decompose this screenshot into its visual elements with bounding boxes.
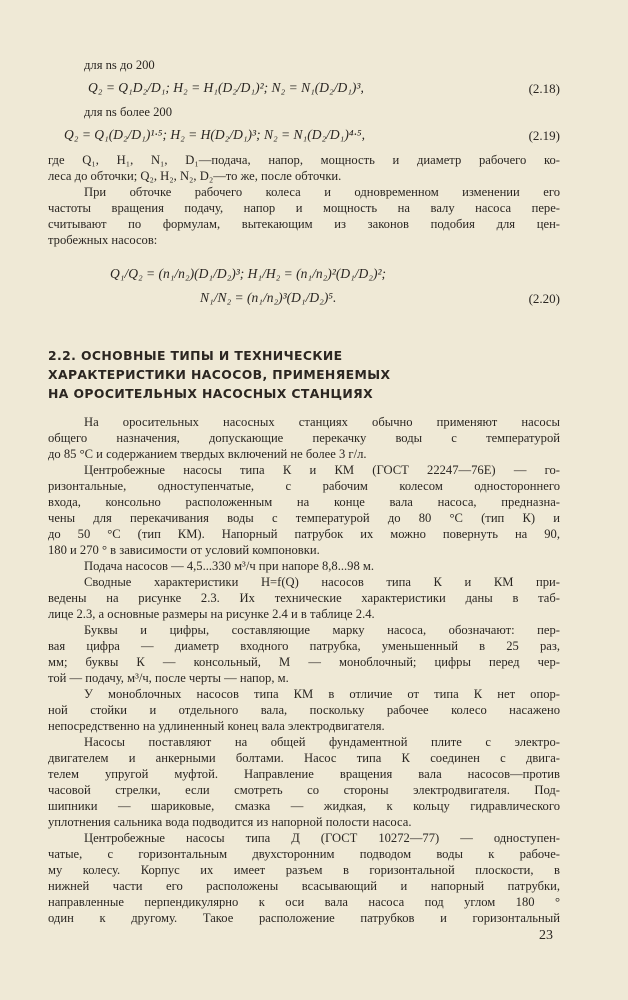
text-line: Насосы поставляют на общей фундаментной плите с электро- — [84, 735, 560, 749]
text-line: где Q₁, H₁, N₁, D₁—подача, напор, мощность и диаметр рабочего ко- — [48, 153, 560, 167]
section-heading: НА ОРОСИТЕЛЬНЫХ НАСОСНЫХ СТАНЦИЯХ — [48, 386, 374, 401]
equation-2-20-line-2: N₁/N₂ = (n₁/n₂)³(D₁/D₂)⁵. — [200, 290, 337, 305]
text-line: входа, консольно расположенным на конце вала насоса, предназна- — [48, 495, 560, 509]
text-line: У моноблочных насосов типа КМ в отличие от типа К нет опор- — [84, 687, 560, 701]
text-line: Центробежные насосы типа Д (ГОСТ 10272—77) — одноступен- — [84, 831, 560, 845]
text-line: чатые, с горизонтальным двухсторонним подводом воды к рабоче- — [48, 847, 560, 861]
text-line: нижней части его расположены всасывающий и напорный патрубки, — [48, 879, 560, 893]
text-line: 180 и 270 ° в зависимости от условий компоновки. — [48, 543, 320, 557]
text-line: ведены на рисунке 2.3. Их технические характеристики даны в таб- — [48, 591, 560, 605]
text-line: частоты вращения подачу, напор и мощность на валу насоса пере- — [48, 201, 560, 215]
text-line: тробежных насосов: — [48, 233, 158, 247]
equation-number-2-20: (2.20) — [528, 291, 560, 306]
text-line: до 85 °С и содержанием твердых включений не более 3 г/л. — [48, 447, 367, 461]
text-line: чены для перекачивания воды с температурой до 80 °С (тип К) и — [48, 511, 560, 525]
condition-ns-up-to-200: для ns до 200 — [84, 58, 155, 72]
equation-2-19: Q₂ = Q₁(D₂/D₁)¹·⁵; H₂ = H(D₂/D₁)³; N₂ = N₁(D₂/D₁)⁴·⁵, — [64, 127, 365, 142]
text-line: Центробежные насосы типа К и КМ (ГОСТ 22247—76Е) — го- — [84, 463, 560, 477]
text-line: лице 2.3, а основные размеры на рисунке 2.4 и в таблице 2.4. — [48, 607, 375, 621]
text-line: уплотнения сальника вода подводится из напорной полости насоса. — [48, 815, 412, 829]
condition-ns-over-200: для ns более 200 — [84, 105, 173, 119]
text-line: непосредственно на удлиненный конец вала электродвигателя. — [48, 719, 385, 733]
text-line: направленные перпендикулярно к оси вала насоса под углом 180 ° — [48, 895, 560, 909]
text-line: При обточке рабочего колеса и одновременном изменении его — [84, 185, 560, 199]
text-line: Сводные характеристики H=f(Q) насосов типа К и КМ при- — [84, 575, 560, 589]
page-number: 23 — [539, 928, 553, 943]
text-line: шипники — шариковые, смазка — жидкая, к кольцу гидравлического — [48, 799, 560, 813]
equation-number-2-18: (2.18) — [528, 81, 560, 96]
section-heading: ХАРАКТЕРИСТИКИ НАСОСОВ, ПРИМЕНЯЕМЫХ — [48, 367, 391, 382]
text-line: до 50 °С (тип КМ). Напорный патрубок их можно повернуть на 90, — [48, 527, 560, 541]
text-line: ризонтальные, одноступенчатые, с рабочим колесом одностороннего — [48, 479, 560, 493]
text-line: Подача насосов — 4,5...330 м³/ч при напоре 8,8...98 м. — [84, 559, 375, 573]
text-line: Буквы и цифры, составляющие марку насоса, обозначают: пер- — [84, 623, 560, 637]
text-line: леса до обточки; Q₂, H₂, N₂, D₂—то же, после обточки. — [48, 169, 342, 183]
equation-number-2-19: (2.19) — [528, 128, 560, 143]
text-line: мм; буквы К — консольный, М — моноблочный; цифры перед чер- — [48, 655, 560, 669]
text-line: один к другому. Такое расположение патрубков и горизонтальный — [48, 911, 560, 925]
text-line: той — подачу, м³/ч, после черты — напор, м. — [48, 671, 289, 685]
text-line: часовой стрелки, если смотреть со стороны электродвигателя. Под- — [48, 783, 560, 797]
text-line: ной стойки и отдельного вала, поскольку рабочее колесо насажено — [48, 703, 560, 717]
text-line: общего назначения, допускающие перекачку воды с температурой — [48, 431, 560, 445]
text-line: телем упругой муфтой. Направление вращения вала насосов—против — [48, 767, 560, 781]
equation-2-18: Q₂ = Q₁D₂/D₁; H₂ = H₁(D₂/D₁)²; N₂ = N₁(D₂/D₁)³, — [88, 80, 364, 95]
text-line: На оросительных насосных станциях обычно применяют насосы — [84, 415, 560, 429]
text-line: считывают по формулам, вытекающим из законов подобия для цен- — [48, 217, 560, 231]
text-line: вая цифра — диаметр входного патрубка, уменьшенный в 25 раз, — [48, 639, 560, 653]
text-line: двигателем и анкерными болтами. Насос типа К соединен с двига- — [48, 751, 560, 765]
text-line: му колесу. Корпус их имеет разъем в горизонтальной плоскости, в — [48, 863, 560, 877]
equation-2-20-line-1: Q₁/Q₂ = (n₁/n₂)(D₁/D₂)³; H₁/H₂ = (n₁/n₂)²(D₁/D₂)²; — [110, 266, 387, 281]
section-heading: 2.2. ОСНОВНЫЕ ТИПЫ И ТЕХНИЧЕСКИЕ — [48, 348, 343, 363]
